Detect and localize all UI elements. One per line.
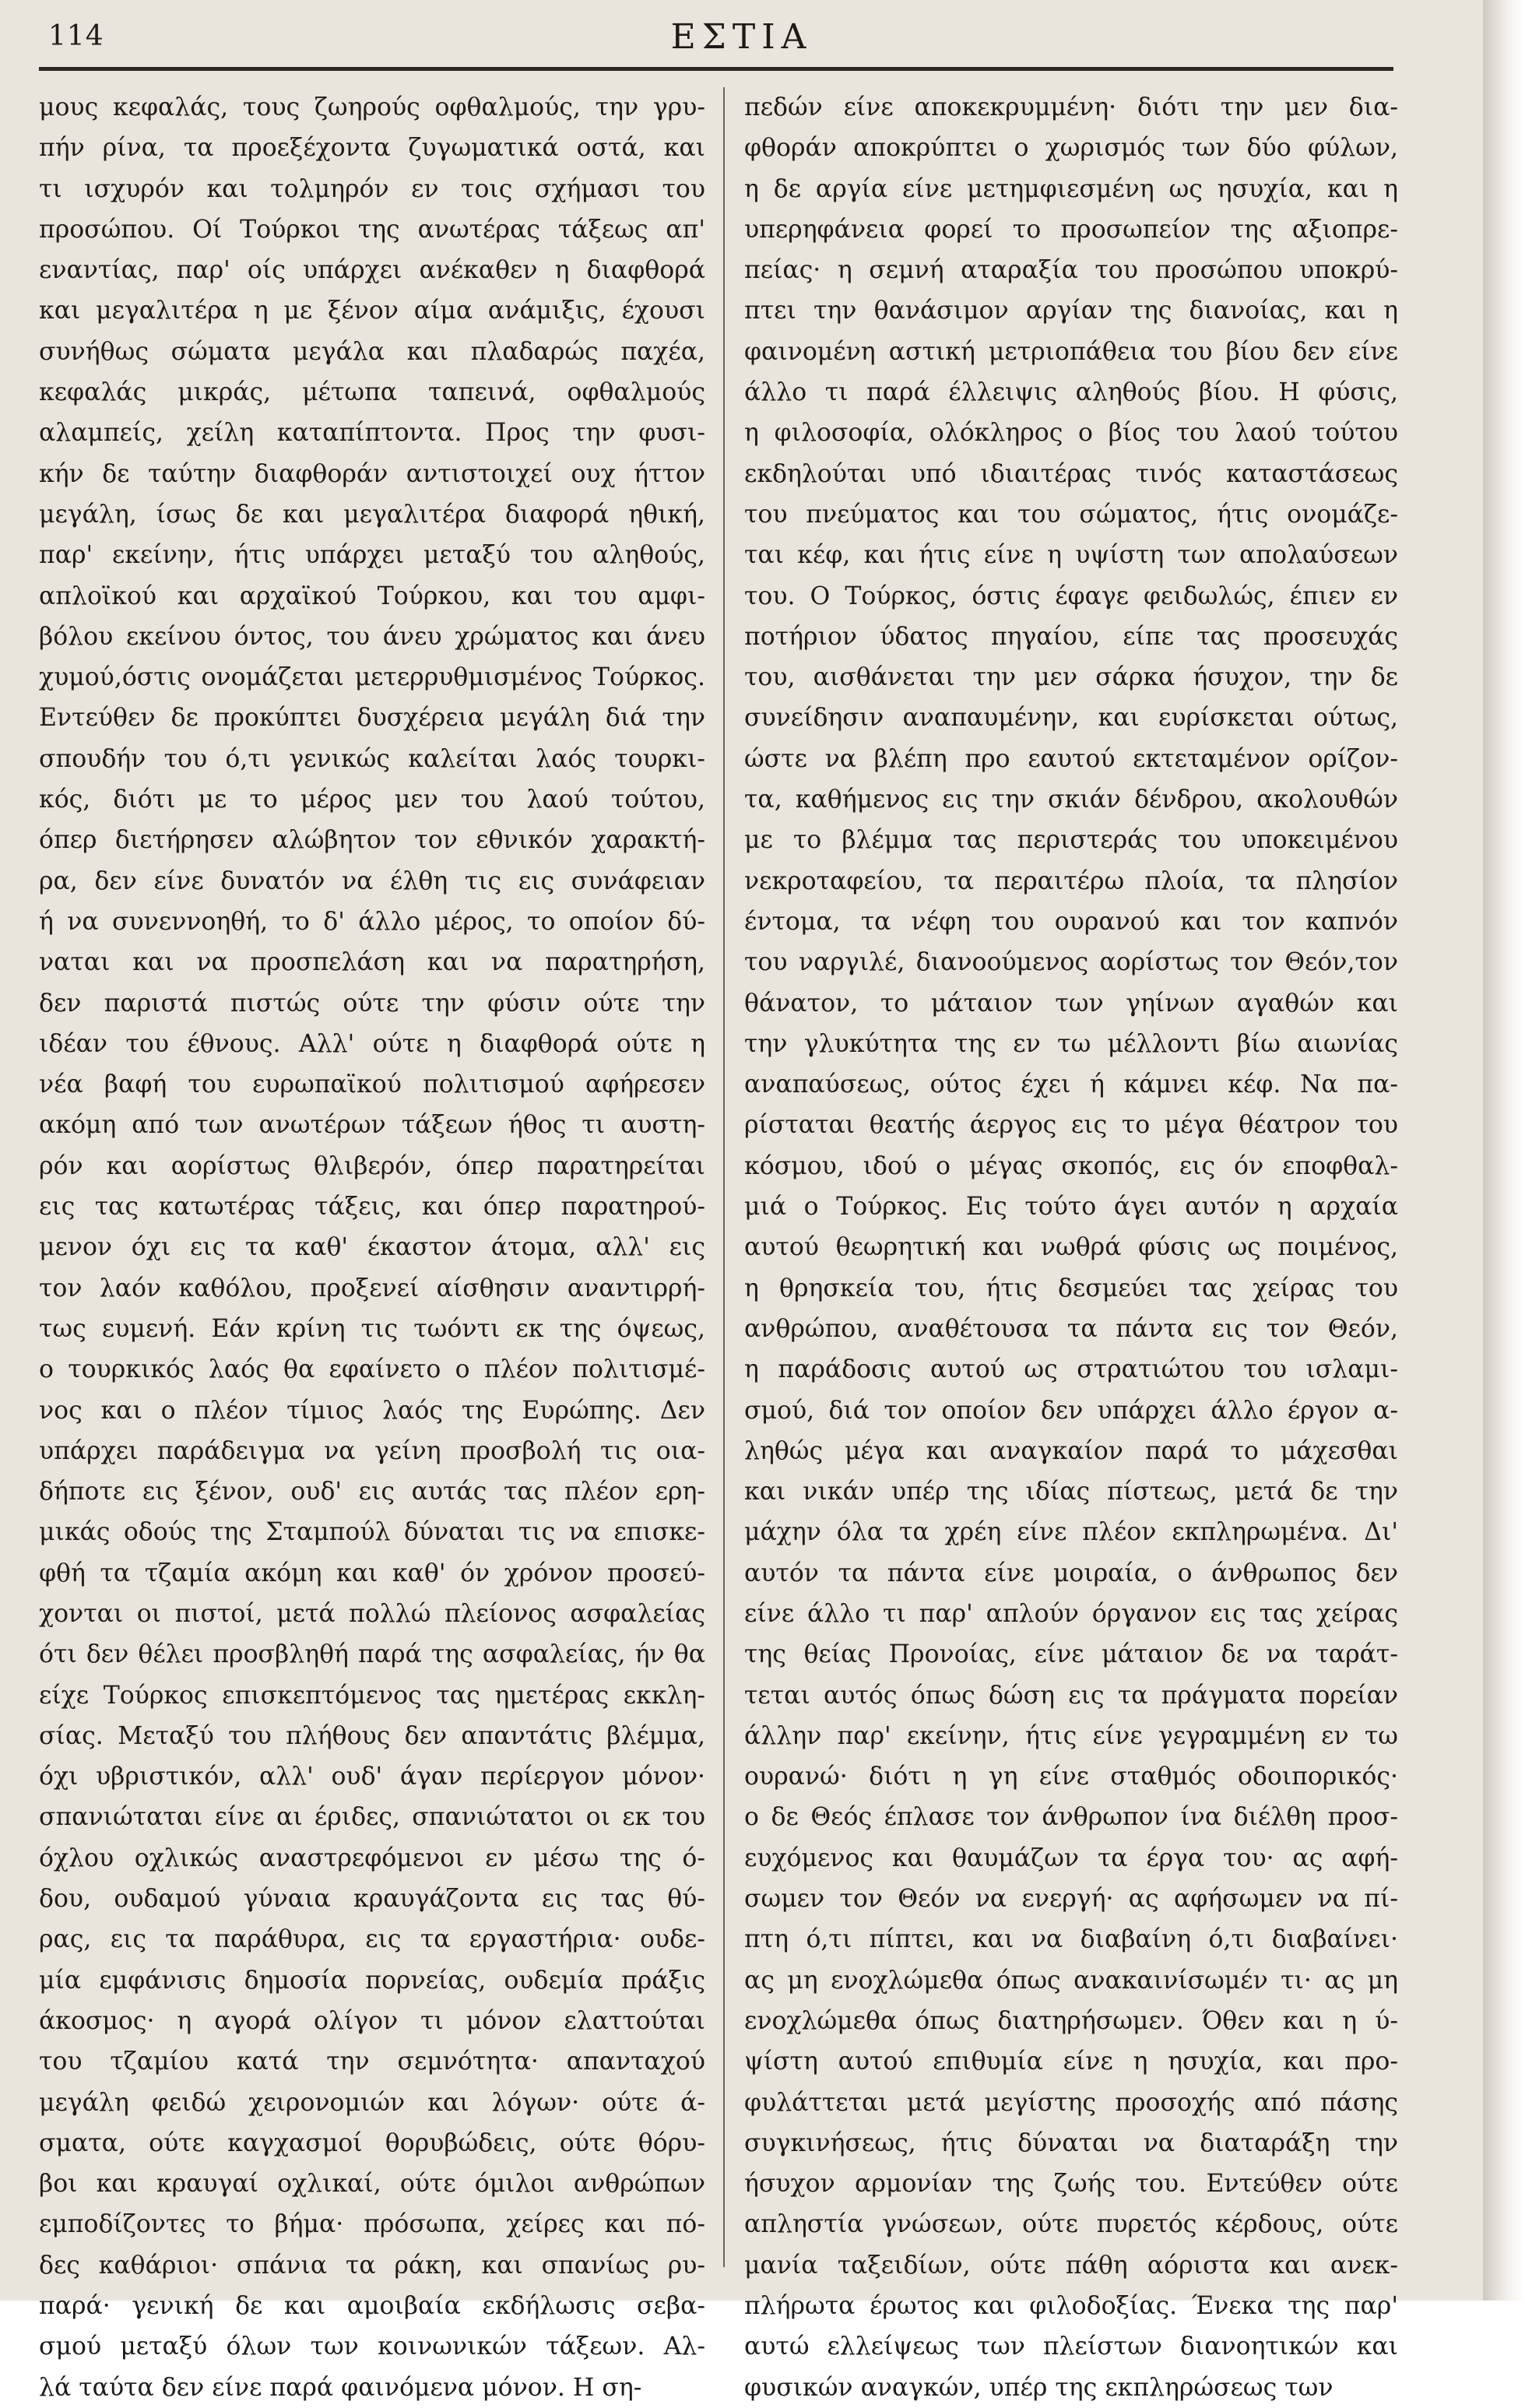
text-line: ιδέαν του έθνους. Αλλ' ούτε η διαφθορά ούτε η: [39, 1029, 705, 1058]
text-line: ότι δεν θέλει προσβληθή παρά της ασφαλείας, ήν θα: [39, 1640, 705, 1669]
text-line: ο τουρκικός λαός θα εφαίνετο ο πλέον πολιτισμέ-: [39, 1355, 705, 1384]
text-line: νος και ο πλέον τίμιος λαός της Ευρώπης. Δεν: [39, 1396, 705, 1425]
text-line: ώστε να βλέπη προ εαυτού εκτεταμένον ορίζον-: [744, 744, 1398, 773]
text-line: σματα, ούτε καγχασμοί θορυβώδεις, ούτε θόρυ-: [39, 2129, 705, 2157]
text-line: νέα βαφή του ευρωπαϊκού πολιτισμού αφήρεσεν: [39, 1070, 705, 1099]
text-line: κός, διότι με το μέρος μεν του λαού τούτου,: [39, 786, 705, 814]
text-line: ας μη ενοχλώμεθα όπως ανακαινίσωμέν τι· ας μη: [744, 1966, 1398, 1995]
text-line: θάνατον, το μάταιον των γηίνων αγαθών και: [744, 989, 1398, 1018]
text-line: μενον όχι εις τα καθ' έκαστον άτομα, αλλ' εις: [39, 1233, 705, 1262]
text-line: βοι και κραυγαί οχλικαί, ούτε όμιλοι ανθρώπων: [39, 2170, 705, 2199]
text-line: σίας. Μεταξύ του πλήθους δεν απαντάτις βλέμμα,: [39, 1721, 705, 1750]
text-line: φθοράν αποκρύπτει ο χωρισμός των δύο φύλων,: [744, 134, 1398, 163]
text-line: είχε Τούρκος επισκεπτόμενος τας ημετέρας εκκλη-: [39, 1681, 705, 1710]
text-line: μεγάλη, ίσως δε και μεγαλιτέρα διαφορά ηθική,: [39, 500, 705, 529]
text-line: του, αισθάνεται την μεν σάρκα ήσυχον, την δε: [744, 663, 1398, 692]
text-line: παρ' εκείνην, ήτις υπάρχει μεταξύ του αληθούς,: [39, 541, 705, 570]
text-line: ψίστη αυτού επιθυμία είνε η ησυχία, και προ-: [744, 2048, 1398, 2076]
text-line: ρόν και αορίστως θλιβερόν, όπερ παρατηρείται: [39, 1151, 705, 1180]
text-line: ρας, εις τα παράθυρα, εις τα εργαστήρια· ουδε-: [39, 1925, 705, 1954]
text-line: του τζαμίου κατά την σεμνότητα· απανταχού: [39, 2048, 705, 2076]
page-number: 114: [48, 20, 104, 52]
text-line: αυτόν τα πάντα είνε μοιραία, ο άνθρωπος δεν: [744, 1559, 1398, 1587]
text-line: μους κεφαλάς, τους ζωηρούς οφθαλμούς, την γρυ-: [39, 93, 705, 121]
page-edge-shadow: [1483, 0, 1525, 2301]
text-line: φθή τα τζαμία ακόμη και καθ' όν χρόνον προσεύ-: [39, 1559, 705, 1587]
text-line: πήν ρίνα, τα προεξέχοντα ζυγωματικά οστά, και: [39, 134, 705, 163]
text-line: πτη ό,τι πίπτει, και να διαβαίνη ό,τι διαβαίνει·: [744, 1925, 1398, 1954]
text-line: ληθώς μέγα και αναγκαίον παρά το μάχεσθαι: [744, 1436, 1398, 1465]
text-line: σμού, διά τον οποίον δεν υπάρχει άλλο έργον α-: [744, 1396, 1398, 1425]
text-line: λά ταύτα δεν είνε παρά φαινόμενα μόνον. Η ση-: [39, 2373, 642, 2402]
text-line: άκοσμος· η αγορά ολίγον τι μόνον ελαττούται: [39, 2006, 705, 2035]
text-line: αυτώ ελλείψεως των πλείστων διανοητικών και: [744, 2332, 1398, 2361]
text-line: ο δε Θεός έπλασε τον άνθρωπον ίνα διέλθη προσ-: [744, 1803, 1398, 1832]
text-line: χονται οι πιστοί, μετά πολλώ πλείονος ασφαλείας: [39, 1599, 705, 1628]
text-line: σπουδήν του ό,τι γενικώς καλείται λαός τουρκι-: [39, 744, 705, 773]
text-line: σμού μεταξύ όλων των κοινωνικών τάξεων. Αλ-: [39, 2332, 705, 2361]
text-line: σωμεν τον Θεόν να ενεργή· ας αφήσωμεν να πί-: [744, 1885, 1398, 1914]
text-line: τον λαόν καθόλου, προξενεί αίσθησιν αναντιρρή-: [39, 1274, 705, 1302]
text-line: άλλην παρ' εκείνην, ήτις είνε γεγραμμένη εν τω: [744, 1721, 1398, 1750]
text-line: μικάς οδούς της Σταμπούλ δύναται τις να επισκε-: [39, 1518, 705, 1547]
text-line: μία εμφάνισις δημοσία πορνείας, ουδεμία πράξις: [39, 1966, 705, 1995]
text-line: ουρανώ· διότι η γη είνε σταθμός οδοιπορικός·: [744, 1763, 1398, 1791]
text-line: εκδηλούται υπό ιδιαιτέρας τινός καταστάσεως: [744, 459, 1398, 488]
text-line: δήποτε εις ξένον, ουδ' εις αυτάς τας πλέον ερη-: [39, 1478, 705, 1506]
text-line: συνήθως σώματα μεγάλα και πλαδαρώς παχέα,: [39, 337, 705, 366]
text-line: τα, καθήμενος εις την σκιάν δένδρου, ακολουθών: [744, 786, 1398, 814]
text-line: η θρησκεία του, ήτις δεσμεύει τας χείρας του: [744, 1274, 1398, 1302]
text-line: αναπαύσεως, ούτος έχει ή κάμνει κέφ. Να πα-: [744, 1070, 1398, 1099]
text-line: μεγάλη φειδώ χειρονομιών και λόγων· ούτε ά-: [39, 2088, 705, 2117]
text-line: ή να συνεννοηθή, το δ' άλλο μέρος, το οποίον δύ-: [39, 907, 705, 936]
text-line: ακόμη από των ανωτέρων τάξεων ήθος τι αυστη-: [39, 1111, 705, 1140]
text-line: νεκροταφείου, τα περαιτέρω πλοία, τα πλησίον: [744, 867, 1398, 895]
text-line: έντομα, τα νέφη του ουρανού και τον καπνόν: [744, 907, 1398, 936]
text-line: Εντεύθεν δε προκύπτει δυσχέρεια μεγάλη διά την: [39, 704, 705, 733]
text-line: δου, ουδαμού γύναια κραυγάζοντα εις τας θύ-: [39, 1885, 705, 1914]
text-line: όπερ διετήρησεν αλώβητον τον εθνικόν χαρακτή-: [39, 826, 705, 855]
text-line: απληστία γνώσεων, ούτε πυρετός κέρδους, ούτε: [744, 2210, 1398, 2239]
text-line: κόσμου, ιδού ο μέγας σκοπός, εις όν εποφθαλ-: [744, 1151, 1398, 1180]
text-line: η δε αργία είνε μετημφιεσμένη ως ησυχία, και η: [744, 174, 1398, 203]
text-line: πτει την θανάσιμον αργίαν της διανοίας, και η: [744, 297, 1398, 325]
text-line: αλαμπείς, χείλη καταπίπτοντα. Προς την φυσι-: [39, 419, 705, 448]
text-line: του ναργιλέ, διανοούμενος αορίστως τον Θεόν,τον: [744, 948, 1398, 977]
text-line: άλλο τι παρά έλλειψις αληθούς βίου. Η φύσις,: [744, 378, 1398, 407]
text-line: και νικάν υπέρ της ιδίας πίστεως, μετά δε την: [744, 1478, 1398, 1506]
text-line: και μεγαλιτέρα η με ξένον αίμα ανάμιξις, έχουσι: [39, 297, 705, 325]
text-line: τως ευμενή. Εάν κρίνη τις τωόντι εκ της όψεως,: [39, 1314, 705, 1343]
text-line: κήν δε ταύτην διαφθοράν αντιστοιχεί ουχ ήττον: [39, 459, 705, 488]
text-line: μιά ο Τούρκος. Εις τούτο άγει αυτόν η αρχαία: [744, 1193, 1398, 1222]
text-line: πεδών είνε αποκεκρυμμένη· διότι την μεν δια-: [744, 93, 1398, 121]
text-line: εις τας κατωτέρας τάξεις, και όπερ παρατηρού-: [39, 1193, 705, 1222]
text-line: φαινομένη αστική μετριοπάθεια του βίου δεν είνε: [744, 337, 1398, 366]
text-line: ήσυχον αρμονίαν της ζωής του. Εντεύθεν ούτε: [744, 2170, 1398, 2199]
text-line: τεται αυτός όπως δώση εις τα πράγματα πορείαν: [744, 1681, 1398, 1710]
text-line: δες καθάριοι· σπάνια τα ράκη, και σπανίως ρυ-: [39, 2251, 705, 2280]
text-line: φυλάττεται μετά μεγίστης προσοχής από πάσης: [744, 2088, 1398, 2117]
text-line: την γλυκύτητα της εν τω μέλλοντι βίω αιωνίας: [744, 1029, 1398, 1058]
text-line: όχλου οχλικώς αναστρεφόμενοι εν μέσω της ό-: [39, 1844, 705, 1872]
text-line: ποτήριον ύδατος πηγαίου, είπε τας προσευχάς: [744, 622, 1398, 651]
text-line: ται κέφ, και ήτις είνε η υψίστη των απολαύσεων: [744, 541, 1398, 570]
text-line: υπάρχει παράδειγμα να γείνη προσβολή τις οια-: [39, 1436, 705, 1465]
text-line: αυτού θεωρητική και νωθρά φύσις ως ποιμένος,: [744, 1233, 1398, 1262]
text-line: του. Ο Τούρκος, όστις έφαγε φειδωλώς, έπιεν εν: [744, 582, 1398, 610]
text-line: ναται και να προσπελάση και να παρατηρήση,: [39, 948, 705, 977]
text-line: ενοχλώμεθα όπως διατηρήσωμεν. Όθεν και η ύ-: [744, 2006, 1398, 2035]
text-line: ανθρώπου, αναθέτουσα τα πάντα εις τον Θεόν,: [744, 1314, 1398, 1343]
left-column: [39, 87, 705, 2402]
column-divider: [723, 87, 725, 2267]
text-line: σπανιώταται είνε αι έριδες, σπανιώτατοι οι εκ του: [39, 1803, 705, 1832]
text-line: μάχην όλα τα χρέη είνε πλέον εκπληρωμένα. Δι': [744, 1518, 1398, 1547]
text-line: τι ισχυρόν και τολμηρόν εν τοις σχήμασι του: [39, 174, 705, 203]
text-line: μανία ταξειδίων, ούτε πάθη αόριστα και ανεκ-: [744, 2251, 1398, 2280]
text-line: κεφαλάς μικράς, μέτωπα ταπεινά, οφθαλμούς: [39, 378, 705, 407]
text-line: φυσικών αναγκών, υπέρ της εκπληρώσεως των: [744, 2373, 1333, 2402]
text-line: της θείας Προνοίας, είνε μάταιον δε να ταράτ-: [744, 1640, 1398, 1669]
text-line: δεν παριστά πιστώς ούτε την φύσιν ούτε την: [39, 989, 705, 1018]
text-line: η παράδοσις αυτού ως στρατιώτου του ισλαμι-: [744, 1355, 1398, 1384]
text-line: εμποδίζοντες το βήμα· πρόσωπα, χείρες και πό-: [39, 2210, 705, 2239]
text-line: συγκινήσεως, ήτις δύναται να διαταράξη την: [744, 2129, 1398, 2157]
text-line: ρίσταται θεατής άεργος εις το μέγα θέατρον του: [744, 1111, 1398, 1140]
text-line: ρα, δεν είνε δυνατόν να έλθη τις εις συνάφειαν: [39, 867, 705, 895]
text-line: όχι υβριστικόν, αλλ' ουδ' άγαν περίεργον μόνον·: [39, 1763, 705, 1791]
right-column: [744, 87, 1398, 2402]
text-line: πείας· η σεμνή αταραξία του προσώπου υποκρύ-: [744, 256, 1398, 285]
text-line: υπερηφάνεια φορεί το προσωπείον της αξιοπρε-: [744, 215, 1398, 244]
text-line: προσώπου. Οί Τούρκοι της ανωτέρας τάξεως απ': [39, 215, 705, 244]
text-line: βόλου εκείνου όντος, του άνευ χρώματος και άνευ: [39, 622, 705, 651]
text-line: απλοϊκού και αρχαϊκού Τούρκου, και του αμφι-: [39, 582, 705, 610]
text-line: εναντίας, παρ' οίς υπάρχει ανέκαθεν η διαφθορά: [39, 256, 705, 285]
text-line: ευχόμενος και θαυμάζων τα έργα του· ας αφή-: [744, 1844, 1398, 1872]
text-line: του πνεύματος και του σώματος, ήτις ονομάζε-: [744, 500, 1398, 529]
header-rule: [39, 67, 1393, 71]
text-line: είνε άλλο τι παρ' απλούν όργανον εις τας χείρας: [744, 1599, 1398, 1628]
text-line: πλήρωτα έρωτος και φιλοδοξίας. Ένεκα της παρ': [744, 2292, 1398, 2321]
text-line: με το βλέμμα τας περιστεράς του υποκειμένου: [744, 826, 1398, 855]
running-head-title: ΕΣΤΙΑ: [670, 17, 813, 57]
text-line: παρά· γενική δε και αμοιβαία εκδήλωσις σεβα-: [39, 2292, 705, 2321]
text-line: συνείδησιν αναπαυμένην, και ευρίσκεται ούτως,: [744, 704, 1398, 733]
text-line: χυμού,όστις ονομάζεται μετερρυθμισμένος Τούρκος.: [39, 663, 705, 692]
text-line: η φιλοσοφία, ολόκληρος ο βίος του λαού τούτου: [744, 419, 1398, 448]
